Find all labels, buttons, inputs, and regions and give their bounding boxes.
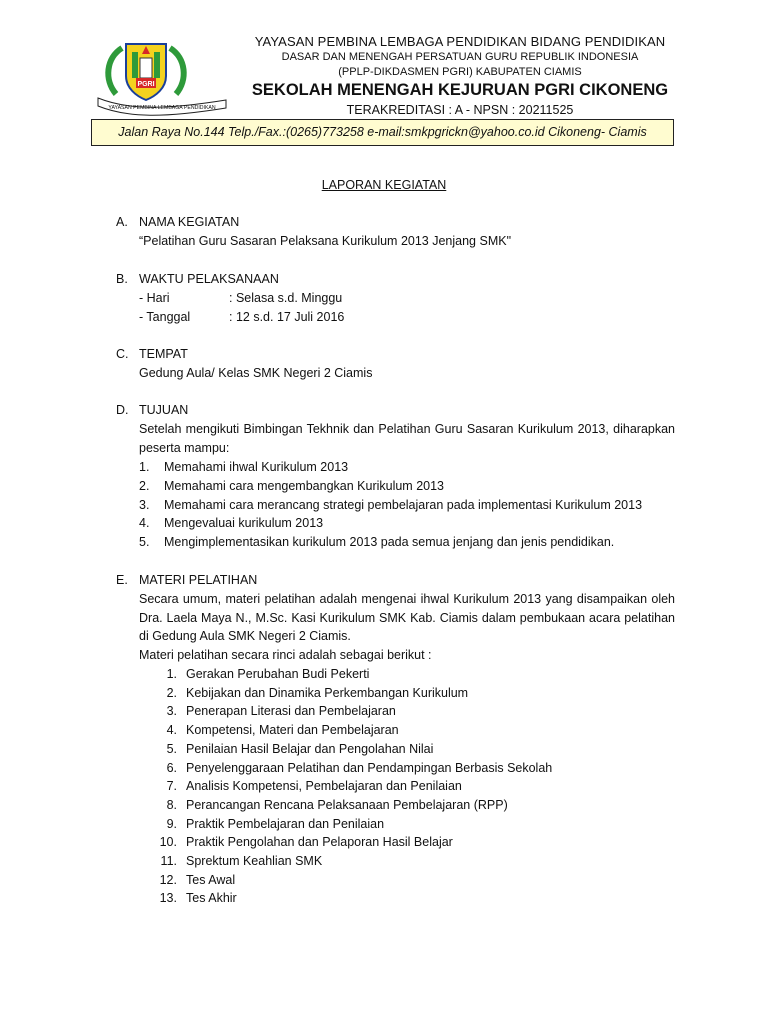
section-a-text: “Pelatihan Guru Sasaran Pelaksana Kurikulum 2013 Jenjang SMK" bbox=[139, 234, 512, 248]
schedule-label: - Tanggal bbox=[139, 310, 191, 324]
list-item-text: Mengimplementasikan kurikulum 2013 pada semua jenjang dan jenis pendidikan. bbox=[164, 535, 615, 549]
section-b-heading: WAKTU PELAKSANAAN bbox=[139, 272, 279, 286]
list-item-number: 9. bbox=[166, 817, 177, 831]
list-item-text: Memahami cara merancang strategi pembelajaran pada implementasi Kurikulum 2013 bbox=[164, 498, 643, 512]
list-item-number: 8. bbox=[166, 798, 177, 812]
list-item-number: 2. bbox=[166, 686, 177, 700]
list-item-text: Perancangan Rencana Pelaksanaan Pembelajaran (RPP) bbox=[186, 798, 508, 812]
section-b-letter: B. bbox=[116, 272, 128, 286]
list-item-text: Gerakan Perubahan Budi Pekerti bbox=[186, 667, 370, 681]
list-item-number: 7. bbox=[166, 779, 177, 793]
list-item-text: Penilaian Hasil Belajar dan Pengolahan Nilai bbox=[186, 742, 434, 756]
list-item-text: Analisis Kompetensi, Pembelajaran dan Penilaian bbox=[186, 779, 462, 793]
schedule-value: : Selasa s.d. Minggu bbox=[229, 291, 343, 305]
section-e-heading: MATERI PELATIHAN bbox=[139, 573, 258, 587]
list-item-text: Praktik Pembelajaran dan Penilaian bbox=[186, 817, 385, 831]
list-item-number: 3. bbox=[139, 498, 150, 512]
letterhead-branch: (PPLP-DIKDASMEN PGRI) KABUPATEN CIAMIS bbox=[338, 66, 582, 78]
section-a-letter: A. bbox=[116, 215, 128, 229]
section-c-letter: C. bbox=[116, 347, 129, 361]
list-item-text: Mengevaluai kurikulum 2013 bbox=[164, 516, 324, 530]
section-d-heading: TUJUAN bbox=[139, 403, 189, 417]
section-e-letter: E. bbox=[116, 573, 128, 587]
letterhead-school-name: SEKOLAH MENENGAH KEJURUAN PGRI CIKONENG bbox=[251, 81, 669, 99]
letterhead-accreditation: TERAKREDITASI : A - NPSN : 20211525 bbox=[346, 103, 574, 117]
list-item-number: 3. bbox=[166, 704, 177, 718]
list-item-text: Tes Akhir bbox=[186, 891, 237, 905]
section-d-letter: D. bbox=[116, 403, 129, 417]
schedule-label: - Hari bbox=[139, 291, 170, 305]
letterhead-foundation: YAYASAN PEMBINA LEMBAGA PENDIDIKAN BIDANG PENDIDIKAN bbox=[254, 34, 666, 49]
logo-ribbon-text: YAYASAN PEMBINA LEMBAGA PENDIDIKAN bbox=[108, 105, 216, 111]
list-item-number: 11. bbox=[160, 854, 177, 868]
list-item-text: Sprektum Keahlian SMK bbox=[186, 854, 323, 868]
logo-text: PGRI bbox=[137, 81, 155, 88]
section-c-text: Gedung Aula/ Kelas SMK Negeri 2 Ciamis bbox=[139, 366, 373, 380]
document-title: LAPORAN KEGIATAN bbox=[321, 178, 447, 192]
list-item-number: 10. bbox=[159, 835, 177, 849]
list-item-text: Kompetensi, Materi dan Pembelajaran bbox=[186, 723, 399, 737]
schedule-value: : 12 s.d. 17 Juli 2016 bbox=[229, 310, 345, 324]
section-e-intro: Secara umum, materi pelatihan adalah mengenai ihwal Kurikulum 2013 yang disampaikan oleh Dra. Laela Maya N., M.Sc. Kasi Kurikulum SMK Kab. Ciamis dalam pembukaan acara pelatihan di Gedung Aula SMK Negeri 2 Ciamis. bbox=[139, 592, 675, 643]
list-item-text: Praktik Pengolahan dan Pelaporan Hasil Belajar bbox=[186, 835, 453, 849]
list-item-text: Memahami ihwal Kurikulum 2013 bbox=[164, 460, 349, 474]
section-a-heading: NAMA KEGIATAN bbox=[139, 215, 240, 229]
list-item-number: 5. bbox=[166, 742, 177, 756]
list-item-number: 2. bbox=[139, 479, 150, 493]
list-item-number: 13. bbox=[159, 891, 177, 905]
section-d-intro: Setelah mengikuti Bimbingan Tekhnik dan Pelatihan Guru Sasaran Kurikulum 2013, diharapkan peserta mampu: bbox=[139, 422, 675, 455]
list-item-number: 5. bbox=[139, 535, 150, 549]
list-item-number: 4. bbox=[166, 723, 177, 737]
list-item-text: Kebijakan dan Dinamika Perkembangan Kurikulum bbox=[186, 686, 469, 700]
list-item-text: Tes Awal bbox=[186, 873, 236, 887]
list-item-number: 12. bbox=[159, 873, 177, 887]
list-item-text: Penerapan Literasi dan Pembelajaran bbox=[186, 704, 396, 718]
section-c-heading: TEMPAT bbox=[139, 347, 188, 361]
list-item-text: Penyelenggaraan Pelatihan dan Pendampingan Berbasis Sekolah bbox=[186, 761, 553, 775]
list-item-number: 1. bbox=[139, 460, 150, 474]
letterhead-address: Jalan Raya No.144 Telp./Fax.:(0265)773258 e-mail:smkpgrickn@yahoo.co.id Cikoneng- Ciamis bbox=[91, 119, 674, 146]
list-item-number: 6. bbox=[166, 761, 177, 775]
list-item-number: 4. bbox=[139, 516, 150, 530]
section-e-intro2: Materi pelatihan secara rinci adalah sebagai berikut : bbox=[139, 648, 432, 662]
letterhead-organization: DASAR DAN MENENGAH PERSATUAN GURU REPUBLIK INDONESIA bbox=[281, 51, 639, 63]
list-item-number: 1. bbox=[166, 667, 177, 681]
list-item-text: Memahami cara mengembangkan Kurikulum 2013 bbox=[164, 479, 445, 493]
